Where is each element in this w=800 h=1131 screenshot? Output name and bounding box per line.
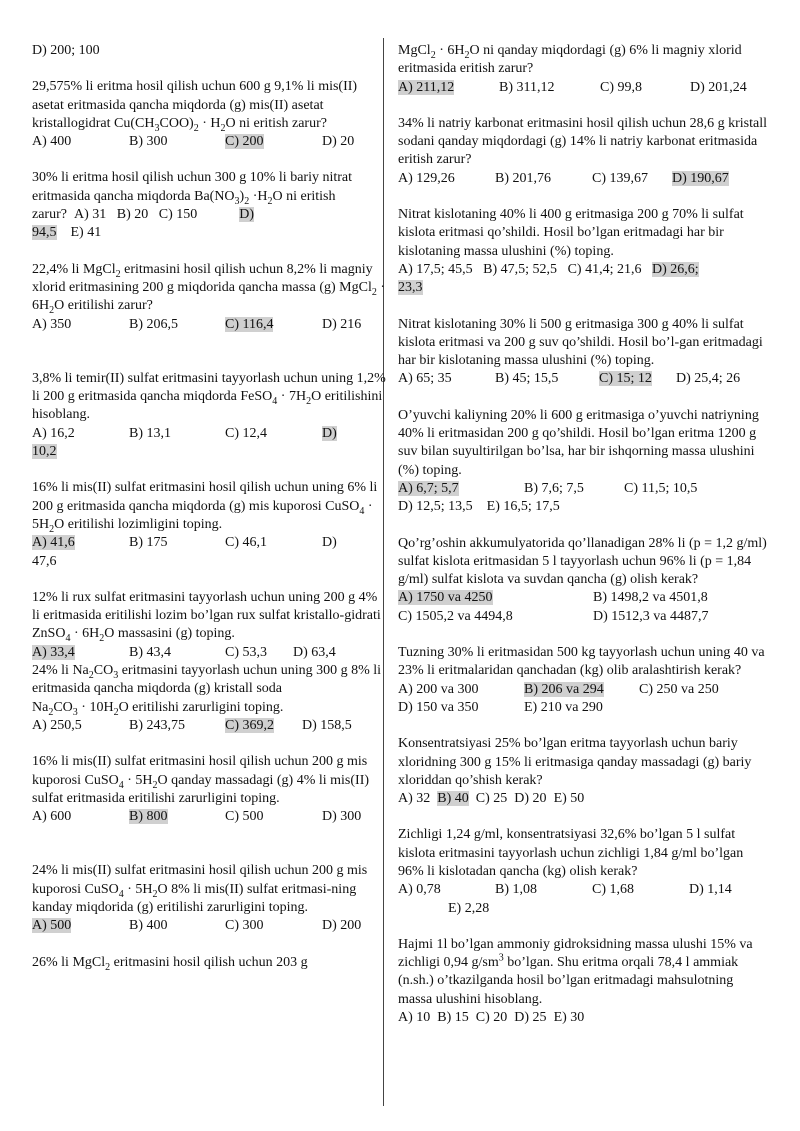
option-c: C) 1,68 — [592, 882, 634, 898]
option-d: D) 216 — [322, 316, 362, 332]
option-c: C) 41,4; 21,6 — [567, 261, 642, 277]
question — [32, 862, 387, 935]
option-d: D) 1512,3 va 4487,7 — [593, 608, 709, 624]
question-continued — [398, 42, 768, 97]
option-a-correct: A) 1750 va 4250 — [398, 590, 493, 606]
question — [32, 479, 387, 570]
option-a: A) 10 — [398, 1010, 431, 1026]
option-d: D) 63,4 — [293, 644, 336, 660]
option-c: C) 12,4 — [225, 425, 267, 441]
option-b: B) 15 — [437, 1010, 469, 1026]
option-c: C) 500 — [225, 809, 264, 825]
option-b: B) 300 — [129, 134, 168, 150]
question — [398, 206, 768, 297]
question-text: Nitrat kislotaning 40% li 400 g eritmasiga 200 g 70% li sulfat kislota eritmasi qo’shildi. Hosil bo’lgan eritmadagi har bir kislotaning massa ulushini (%) toping. — [398, 207, 744, 259]
option-a: A) 17,5; 45,5 — [398, 261, 473, 277]
question — [398, 936, 768, 1027]
question — [398, 535, 768, 626]
option-b: B) 206,5 — [129, 316, 178, 332]
question-text: MgCl$_2$ · $6H_2O$ ni qanday miqdordagi (g) 6% li magniy xlorid eritmasida eritish zarur? — [398, 43, 742, 77]
option-a: A) 400 — [32, 134, 72, 150]
option-a: A) 65; 35 — [398, 371, 452, 387]
option-b: B) 243,75 — [129, 717, 185, 733]
option-b-correct: B) 800 — [129, 809, 168, 825]
question — [32, 753, 387, 826]
option-d: D) 201,24 — [690, 79, 747, 95]
question — [398, 735, 768, 808]
option-a-correct: A) 41,6 — [32, 535, 75, 551]
option-d: D) 300 — [322, 809, 362, 825]
question — [32, 261, 387, 334]
option-c: C) 1505,2 va 4494,8 — [398, 608, 513, 624]
option-c: C) 20 — [475, 1010, 508, 1026]
option-e: E) 30 — [553, 1010, 585, 1026]
option-e: E) 16,5; 17,5 — [486, 499, 560, 515]
option-a-correct: A) 33,4 — [32, 644, 75, 660]
question-text: 29,575% li eritma hosil qilish uchun 600 g 9,1% li mis(II) asetat eritmasida qancha miqdorda (g) mis(II) asetat kristallogidrat $Cu(CH_3COO)_2 \cdot H_2O$ ni eritish zarur? — [32, 79, 358, 134]
question — [398, 316, 768, 389]
question-text: Nitrat kislotaning 30% li 500 g eritmasiga 300 g 40% li sulfat kislota eritmasi va 200 g suv qo’shildi. Hosil bo’l-gan eritmadagi har bir kislotaning massa ulushini (%) toping. — [398, 316, 763, 369]
option-c-correct: C) 116,4 — [225, 316, 274, 332]
question-text: Hajmi 1l bo’lgan ammoniy gidroksidning massa ulushi 15% va zichligi 0,94 $g/sm^3$ bo’lgan. Shu eritma orqali 78,4 l ammiak (n.sh.) o’tkazilganda hosil bo’lgan eritmadagi mahsulotning massa ulushini hisoblang. — [398, 936, 753, 1007]
option-a: A) 31 — [73, 207, 107, 223]
option-a: A) 0,78 — [398, 882, 441, 898]
option-b-correct: B) 40 — [437, 791, 469, 807]
option-c: C) 250 va 250 — [639, 681, 719, 697]
option-c: C) 300 — [225, 918, 264, 934]
answer-options — [32, 425, 387, 443]
question — [398, 407, 768, 517]
option-d: D) 25 — [514, 1010, 547, 1026]
question-continued — [32, 954, 387, 972]
answer-options — [398, 79, 768, 97]
question-text: Qo’rg’oshin akkumulyatorida qo’llanadigan 28% li (p = 1,2 g/ml) sulfat kislota eritmasidan 5 l tayyorlash uchun 96% li (p = 1,84 g/ml) sulfat kislota va suvdan qancha (g) olish kerak? — [398, 535, 767, 588]
answer-options — [398, 589, 768, 607]
question-text: 24% li $Na_2CO_3$ eritmasini tayyorlash uchun uning 300 g 8% li eritmasida qancha miqdorda (g) kristall soda $Na_2CO_3 \cdot 10H_2O$ eritilishi zarurligini toping. — [32, 663, 382, 718]
option-c: C) 139,67 — [592, 170, 648, 186]
option-b: B) 1498,2 va 4501,8 — [593, 590, 708, 606]
question-fragment — [32, 42, 387, 60]
option-b: B) 20 — [116, 207, 149, 223]
option-b: B) 201,76 — [495, 170, 551, 186]
answer-options — [398, 790, 768, 808]
left-column — [32, 42, 387, 990]
right-column — [398, 42, 768, 1045]
question — [32, 662, 387, 735]
option-c: C) 46,1 — [225, 535, 267, 551]
option-b: B) 1,08 — [495, 882, 537, 898]
option-a: A) 350 — [32, 316, 72, 332]
option-d: D) 150 va 350 — [398, 699, 479, 715]
option-c: C) 99,8 — [600, 79, 642, 95]
option-c: C) 11,5; 10,5 — [624, 480, 698, 496]
option-a: A) 250,5 — [32, 717, 82, 733]
answer-options — [398, 480, 768, 498]
option-a: A) 32 — [398, 791, 431, 807]
answer-options — [398, 261, 768, 298]
question — [398, 644, 768, 717]
answer-options — [398, 370, 768, 388]
option-d: D) 158,5 — [302, 717, 352, 733]
question-text: 16% li mis(II) sulfat eritmasini hosil qilish uchun 200 g mis kuporosi CuSO$_4$ · $5H_2O$ qanday massadagi (g) 4% li mis(II) sulfat eritmasida eritilishi zarurligini toping. — [32, 754, 370, 806]
option-e: E) 50 — [553, 791, 585, 807]
option-c-correct: C) 200 — [225, 134, 264, 150]
option-d-value: 47,6 — [32, 553, 57, 569]
question — [398, 826, 768, 917]
question-text: Zichligi 1,24 g/ml, konsentratsiyasi 32,6% bo’lgan 5 l sulfat kislota eritmasini tayyorlash uchun zichligi 1,84 g/ml bo’lgan 96% li kislotadan qancha (kg) olish kerak? — [398, 827, 744, 879]
option-d-value: 94,5 — [32, 225, 57, 241]
option-c-correct: C) 15; 12 — [599, 371, 652, 387]
question — [32, 589, 387, 662]
answer-options — [32, 917, 387, 935]
option-b: B) 7,6; 7,5 — [524, 480, 584, 496]
option-d: D) 20 — [322, 134, 355, 150]
answer-options — [32, 316, 387, 334]
question — [398, 115, 768, 188]
option-d: D) 12,5; 13,5 — [398, 499, 473, 515]
option-a-correct: A) 6,7; 5,7 — [398, 480, 459, 496]
option-b: B) 43,4 — [129, 644, 171, 660]
question-text: 16% li mis(II) sulfat eritmasini hosil qilish uchun uning 6% li 200 g eritmasida qancha miqdorda (g) mis kuporosi CuSO$_4$ · $5H_2O$ eritilishi lozimligini toping. — [32, 480, 378, 535]
question — [32, 370, 387, 461]
option-b: B) 175 — [129, 535, 168, 551]
option-d: D) 200; 100 — [32, 43, 100, 58]
question-text: 24% li mis(II) sulfat eritmasini hosil qilish uchun 200 g mis kuporosi CuSO$_4$ · $5H_2O$ 8% li mis(II) sulfat eritmasi-ning kanday miqdorida (g) eritilishi zarurligini toping. — [32, 863, 368, 915]
option-a-correct: A) 211,12 — [398, 79, 455, 95]
option-d: D) 200 — [322, 918, 362, 934]
question — [32, 169, 387, 242]
answer-options — [398, 1009, 768, 1027]
option-d-value: 23,3 — [398, 280, 423, 296]
option-c-correct: C) 369,2 — [225, 717, 274, 733]
option-b: B) 400 — [129, 918, 168, 934]
question-text: 26% li MgCl$_2$ eritmasini hosil qilish uchun 203 g — [32, 954, 308, 973]
question-text: Tuzning 30% li eritmasidan 500 kg tayyorlash uchun uning 40 va 23% li eritmalaridan qanchadan (kg) olib aralashtirish kerak? — [398, 645, 765, 679]
option-c: C) 53,3 — [225, 644, 267, 660]
answer-options — [32, 133, 387, 151]
option-d-value: 10,2 — [32, 444, 57, 460]
option-e: E) 210 va 290 — [524, 699, 603, 715]
option-d: D) 25,4; 26 — [676, 371, 741, 387]
answer-options — [32, 42, 387, 60]
question-text: 22,4% li MgCl$_2$ eritmasini hosil qilish uchun 8,2% li magniy xlorid eritmasining 200 g miqdorida qancha massa (g) MgCl$_2$ · $6H_2O$ eritilishi zarur? — [32, 261, 385, 317]
answer-options — [32, 717, 387, 735]
option-d: D) 1,14 — [689, 882, 732, 898]
answer-options — [32, 808, 387, 826]
answer-options — [32, 644, 387, 662]
option-e: E) 41 — [70, 225, 102, 241]
question-text: 34% li natriy karbonat eritmasini hosil qilish uchun 28,6 g kristall sodani qanday miqdordagi (g) 14% li natriy karbonat eritmasida eritish zarur? — [398, 115, 768, 168]
option-e: E) 2,28 — [448, 900, 490, 916]
answer-options — [398, 681, 768, 699]
option-d-correct: D) — [322, 425, 337, 441]
option-d-correct: D) 26,6; — [651, 261, 699, 277]
option-c: C) 150 — [158, 207, 198, 223]
option-b-correct: B) 206 va 294 — [524, 681, 604, 697]
question — [32, 78, 387, 151]
option-a: A) 129,26 — [398, 170, 455, 186]
option-b: B) 45; 15,5 — [495, 371, 559, 387]
option-b: B) 311,12 — [499, 79, 555, 95]
option-d: D) 20 — [514, 791, 547, 807]
option-b: B) 13,1 — [129, 425, 171, 441]
option-d-correct: D) — [239, 207, 255, 223]
question-text: O’yuvchi kaliyning 20% li 600 g eritmasiga o’yuvchi natriyning 40% li eritmasidan 200 g qo’shildi. Hosil bo’lgan eritma 1200 g suv bilan suyultirilgan bo’lsa, har bir ishqorning massa ulushini (%) toping. — [398, 407, 759, 478]
question-text: 12% li rux sulfat eritmasini tayyorlash uchun uning 200 g 4% li eritmasida eritilishi lozim bo’lgan rux sulfat kristallo-gidrati ZnSO$_4$ · $6H_2O$ massasini (g) toping. — [32, 589, 381, 645]
question-text: Konsentratsiyasi 25% bo’lgan eritma tayyorlash uchun bariy xloridning 300 g 15% li eritmasiga qanday massadagi (g) bariy xloriddan qo’shish kerak? — [398, 736, 752, 788]
option-d-correct: D) 190,67 — [672, 170, 729, 186]
option-c: C) 25 — [475, 791, 508, 807]
option-a-correct: A) 500 — [32, 918, 72, 934]
option-d: D) — [322, 535, 337, 551]
answer-options — [398, 170, 768, 188]
option-b: B) 47,5; 52,5 — [483, 261, 558, 277]
option-a: A) 200 va 300 — [398, 681, 479, 697]
question-text: 30% li eritma hosil qilish uchun 300 g 10% li bariy nitrat eritmasida qancha miqdorda $Ba(NO_3)_2 \cdot H_2O$ ni eritish zarur? A) 31 B) 20 C) 150 D) 94,5 E) 41 — [32, 170, 353, 241]
question-text: 3,8% li temir(II) sulfat eritmasini tayyorlash uchun uning 1,2% li 200 g eritmasida qancha miqdorda FeSO$_4$ · $7H_2O$ eritilishini hisoblang. — [32, 370, 386, 423]
answer-options — [398, 881, 768, 899]
option-a: A) 600 — [32, 809, 72, 825]
option-a: A) 16,2 — [32, 425, 75, 441]
answer-options — [32, 534, 387, 552]
